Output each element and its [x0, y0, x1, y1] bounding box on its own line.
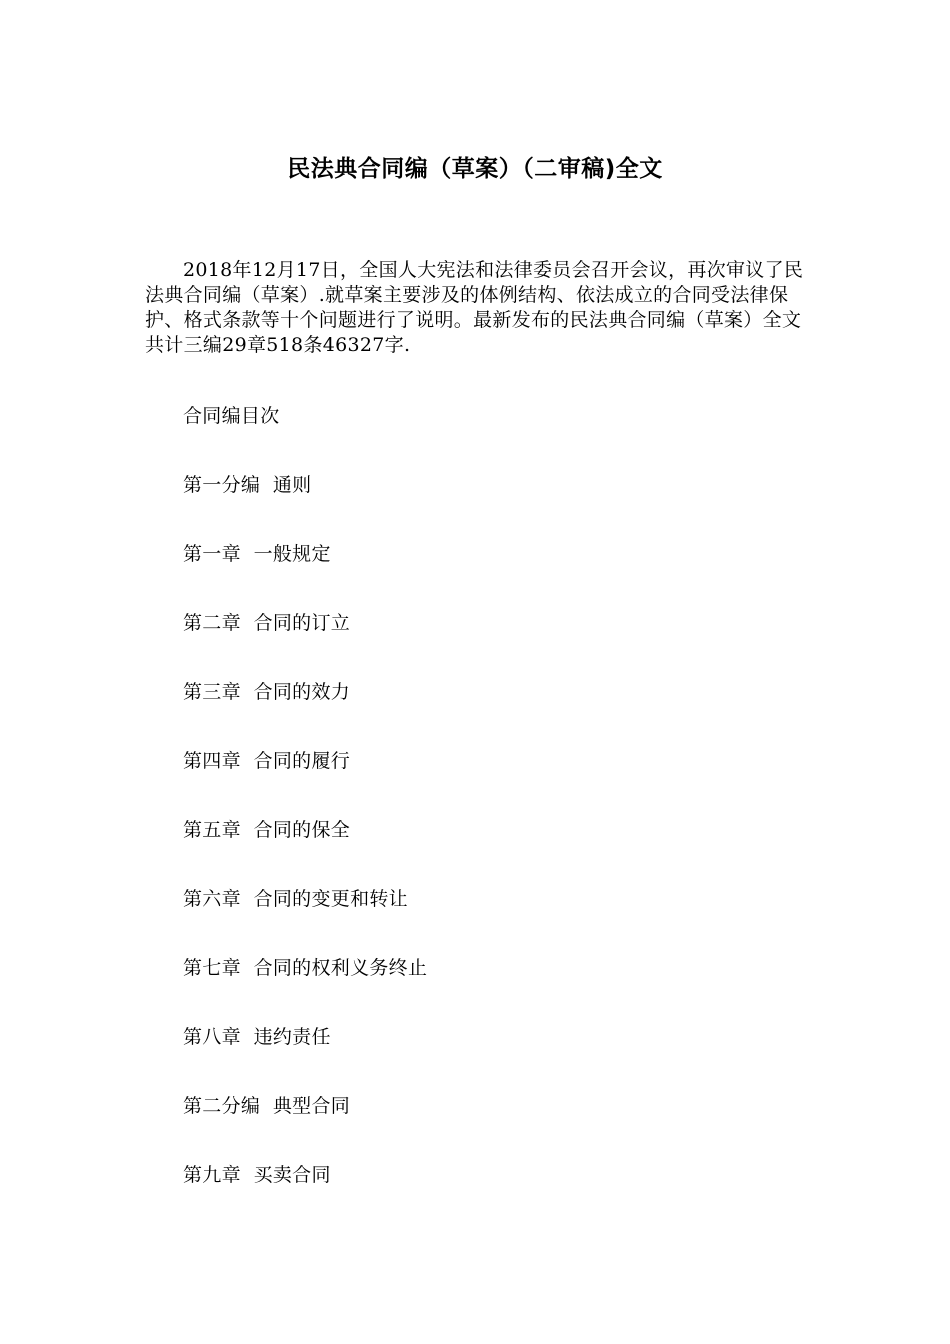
toc-chapter-8: 第八章 违约责任 — [183, 1026, 331, 1048]
toc-heading: 合同编目次 — [183, 405, 280, 427]
toc-chapter-7: 第七章 合同的权利义务终止 — [183, 957, 428, 979]
toc-chapter-9: 第九章 买卖合同 — [183, 1164, 331, 1186]
toc-part-2: 第二分编 典型合同 — [183, 1095, 351, 1117]
toc-chapter-5: 第五章 合同的保全 — [183, 819, 351, 841]
document-title: 民法典合同编（草案）（二审稿)全文 — [287, 156, 663, 182]
toc-part-1: 第一分编 通则 — [183, 474, 312, 496]
toc-chapter-3: 第三章 合同的效力 — [183, 681, 351, 703]
toc-chapter-4: 第四章 合同的履行 — [183, 750, 351, 772]
toc-chapter-2: 第二章 合同的订立 — [183, 612, 351, 634]
toc-chapter-1: 第一章 一般规定 — [183, 543, 331, 565]
toc-chapter-6: 第六章 合同的变更和转让 — [183, 888, 408, 910]
table-of-contents — [183, 402, 427, 1230]
intro-paragraph: 2018年12月17日，全国人大宪法和法律委员会召开会议，再次审议了民法典合同编（草案）.就草案主要涉及的体例结构、依法成立的合同受法律保护、格式条款等十个问题进行了说明。最新发布的民法典合同编（草案）全文共计三编29章518条46327字. — [145, 259, 804, 356]
